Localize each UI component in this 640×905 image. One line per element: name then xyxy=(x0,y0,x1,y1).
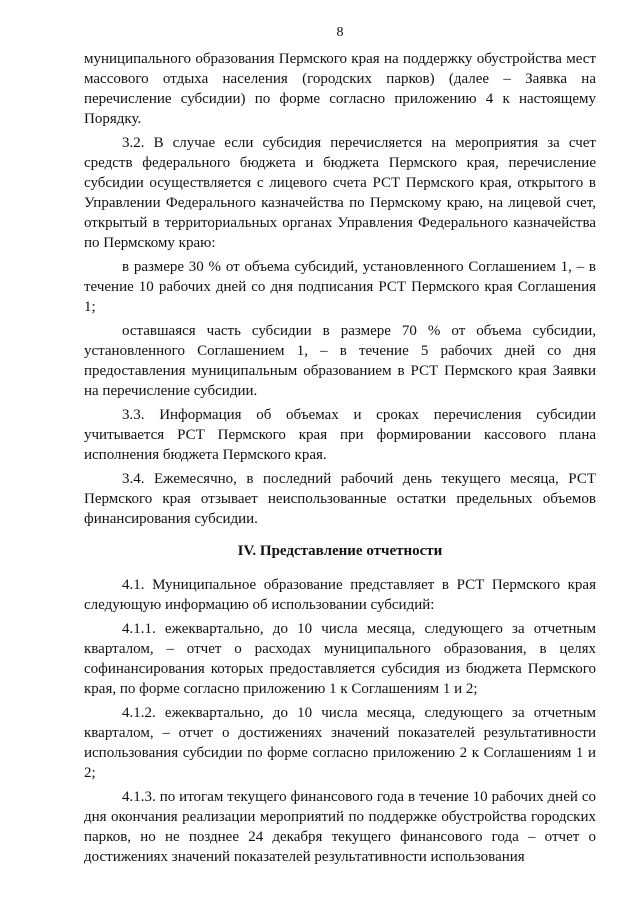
paragraph-3-3: 3.3. Информация об объемах и сроках перечисления субсидии учитывается РСТ Пермского края при формировании кассового плана исполнения бюджета Пермского края. xyxy=(84,407,596,463)
document-page xyxy=(84,24,596,871)
paragraph-70-percent: оставшаяся часть субсидии в размере 70 % от объема субсидии, установленного Соглашением 1, – в течение 5 рабочих дней со дня предоставления муниципальным образованием в РСТ Пермского края Заявки на перечисление субсидии. xyxy=(84,323,596,399)
page-number: 8 xyxy=(336,25,344,40)
section-heading: IV. Представление отчетности xyxy=(237,543,443,559)
paragraph-4-1: 4.1. Муниципальное образование представляет в РСТ Пермского края следующую информацию об использовании субсидий: xyxy=(84,577,596,613)
paragraph-4-1-1: 4.1.1. ежеквартально, до 10 числа месяца, следующего за отчетным кварталом, – отчет о расходах муниципального образования, в целях софинансирования которых предоставляется субсидия из бюджета Пермского края, по форме согласно приложению 1 к Соглашениям 1 и 2; xyxy=(84,621,596,697)
paragraph-4-1-3: 4.1.3. по итогам текущего финансового года в течение 10 рабочих дней со дня окончания реализации мероприятий по поддержке обустройства городских парков, но не позднее 24 декабря текущего финансового года – отчет о достижениях значений показателей результативности использования xyxy=(84,789,596,865)
paragraph-3-2: 3.2. В случае если субсидия перечисляется на мероприятия за счет средств федерального бюджета и бюджета Пермского края, перечисление субсидии осуществляется с лицевого счета РСТ Пермского края, открытого в Управлении Федерального казначейства по Пермскому краю, на лицевой счет, открытый в территориальных органах Управления Федерального казначейства по Пермскому краю: xyxy=(84,135,596,251)
paragraph-continuation: муниципального образования Пермского края на поддержку обустройства мест массового отдыха населения (городских парков) (далее – Заявка на перечисление субсидии) по форме согласно приложению 4 к настоящему Порядку. xyxy=(84,51,596,127)
paragraph-4-1-2: 4.1.2. ежеквартально, до 10 числа месяца, следующего за отчетным кварталом, – отчет о достижениях значений показателей результативности использования субсидии по форме согласно приложению 2 к Соглашениям 1 и 2; xyxy=(84,705,596,781)
paragraph-3-4: 3.4. Ежемесячно, в последний рабочий день текущего месяца, РСТ Пермского края отзывает неиспользованные остатки предельных объемов финансирования субсидии. xyxy=(84,471,596,527)
paragraph-30-percent: в размере 30 % от объема субсидий, установленного Соглашением 1, – в течение 10 рабочих дней со дня подписания РСТ Пермского края Соглашения 1; xyxy=(84,259,596,315)
